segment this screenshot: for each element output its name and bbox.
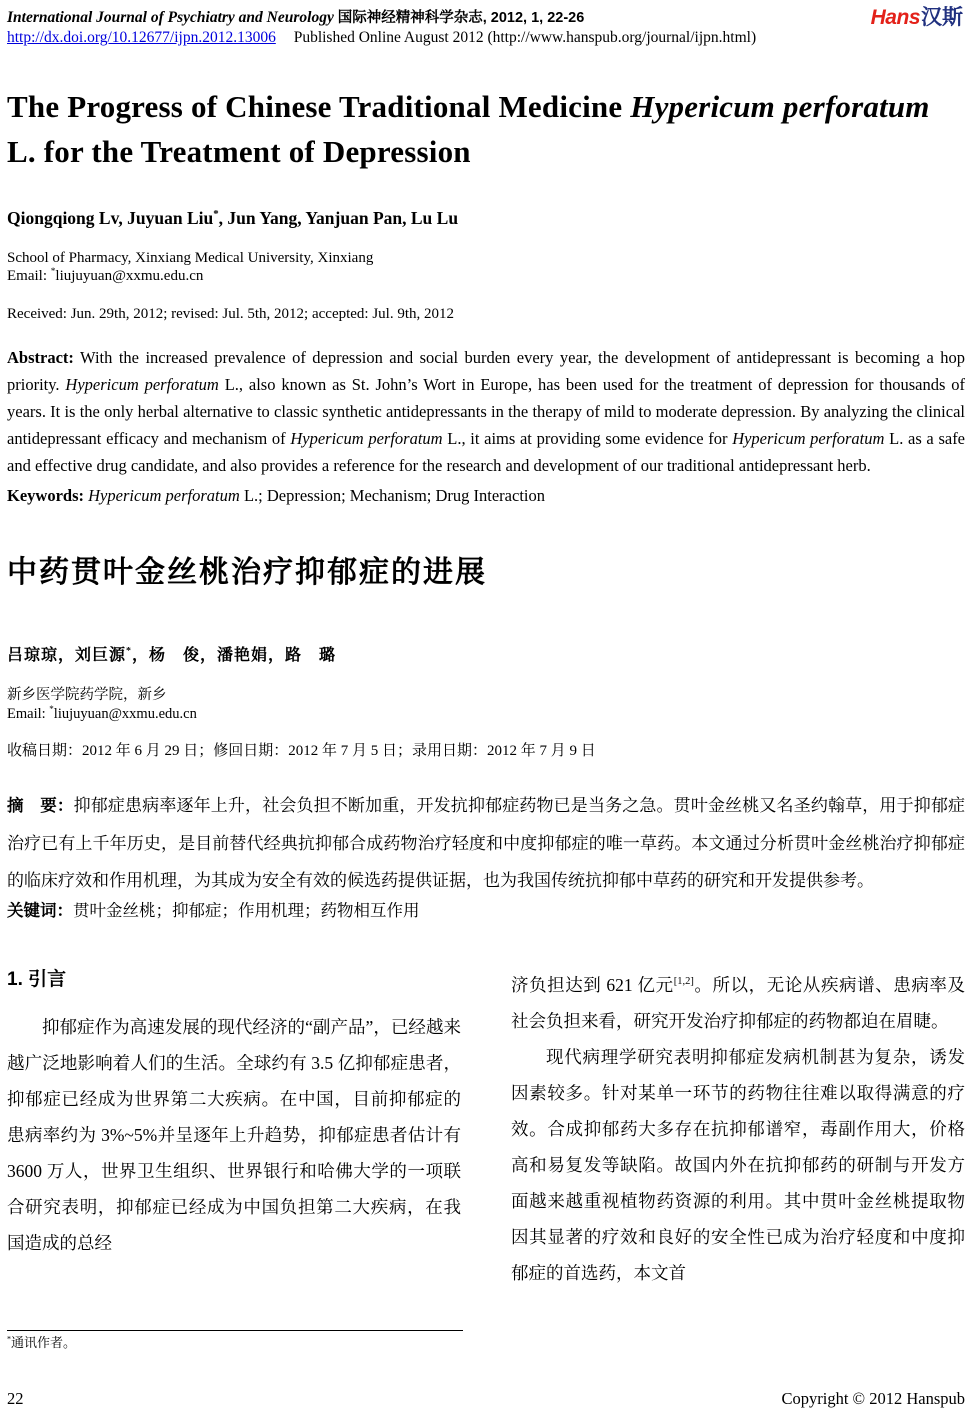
affiliation-en: School of Pharmacy, Xinxiang Medical University, Xinxiang — [7, 250, 374, 266]
journal-name-en: International Journal of Psychiatry and Neurology — [7, 9, 334, 26]
section-1-heading: 1. 引言 — [7, 969, 67, 990]
abstract-seg: L., it aims at providing some evidence for — [442, 429, 733, 448]
keywords-en — [7, 485, 965, 507]
abstract-label-cn: 摘 要： — [7, 797, 74, 815]
authors-cn-part1: 吕琼琼，刘巨源 — [7, 647, 127, 664]
intro-paragraph-1-continued — [511, 967, 965, 1039]
copyright: Copyright © 2012 Hanspub — [781, 1389, 965, 1408]
affiliation-cn: 新乡医学院药学院，新乡 — [7, 687, 167, 703]
authors-part1: Qiongqiong Lv, Juyuan Liu — [7, 208, 214, 228]
title-part2: L. for the Treatment of Depression — [7, 134, 471, 169]
email-label: Email: — [7, 267, 51, 284]
article-title-en — [7, 84, 965, 174]
intro-paragraph-1: 抑郁症作为高速发展的现代经济的“副产品”，已经越来越广泛地影响着人们的生活。全球约有 3.5 亿抑郁症患者，抑郁症已经成为世界第二大疾病。在中国，目前抑郁症的患病率约为 3%~5%并呈逐年上升趋势，抑郁症患者估计有 3600 万人，世界卫生组织、世界银行和哈佛大学的一项联合研究表明，抑郁症已经成为中国负担第二大疾病，在我国造成的总经 — [7, 1017, 461, 1253]
keywords-label: Keywords: — [7, 486, 84, 505]
hans-logo-latin: Hans — [870, 6, 920, 29]
abstract-text-cn: 抑郁症患病率逐年上升，社会负担不断加重，开发抗抑郁症药物已是当务之急。贯叶金丝桃又名圣约翰草，用于抑郁症治疗已有上千年历史，是目前替代经典抗抑郁合成药物治疗轻度和中度抑郁症的唯一草药。本文通过分析贯叶金丝桃治疗抑郁症的临床疗效和作用机理，为其成为安全有效的候选药提供证据，也为我国传统抗抑郁中草药的研究和开发提供参考。 — [7, 796, 966, 890]
journal-name-cn: 国际神经精神科学杂志, 2012, 1, 22-26 — [337, 10, 585, 26]
footnote-marker: * — [7, 1334, 12, 1344]
email-address-cn: liujuyuan@xxmu.edu.cn — [53, 706, 197, 722]
footnote-block — [7, 1330, 463, 1352]
affiliation-block-cn — [7, 686, 965, 724]
footnote-text — [7, 1334, 463, 1352]
abstract-label: Abstract: — [7, 348, 74, 367]
received-dates-en: Received: Jun. 29th, 2012; revised: Jul. 5th, 2012; accepted: Jul. 9th, 2012 — [7, 306, 455, 322]
abstract-cn — [7, 787, 965, 899]
article-title-cn: 中药贯叶金丝桃治疗抑郁症的进展 — [7, 556, 487, 589]
authors-cn — [7, 645, 965, 667]
email-line-en — [7, 268, 965, 286]
email-marker: * — [50, 266, 56, 277]
journal-title-line — [7, 8, 965, 28]
email-line-cn — [7, 705, 965, 724]
keywords-text-cn: 贯叶金丝桃；抑郁症；作用机理；药物相互作用 — [73, 901, 420, 920]
doi-link[interactable]: http://dx.doi.org/10.12677/ijpn.2012.13006 — [7, 29, 276, 46]
keywords-species-italic: Hypericum perforatum — [84, 486, 240, 505]
abstract-species-italic: Hypericum perforatum — [732, 429, 885, 448]
citation-marker: [1,2] — [673, 976, 694, 988]
authors-en — [7, 206, 965, 230]
footnote-label: 通讯作者。 — [11, 1335, 77, 1350]
email-label-cn: Email: — [7, 706, 50, 722]
abstract-species-italic: Hypericum perforatum — [290, 429, 443, 448]
authors-part2: , Jun Yang, Yanjuan Pan, Lu Lu — [218, 208, 459, 228]
title-part1: The Progress of Chinese Traditional Medicine — [7, 89, 631, 124]
abstract-seg: With the increased prevalence of depression and social burden every year, the development of antidepressant is becoming a hop priority. — [7, 348, 965, 394]
paragraph-text: 济负担达到 621 亿元 — [511, 975, 674, 995]
right-column — [511, 967, 965, 1291]
hans-logo-cn: 汉斯 — [921, 6, 963, 29]
affiliation-block-en — [7, 250, 965, 285]
abstract-en — [7, 344, 965, 479]
abstract-seg: L., also known as St. John’s Wort in Europe, has been used for the treatment of depression for thousands of years. It is the only herbal alternative to classic synthetic antidepressants in the therapy of mild to moderate depression. By analyzing the clinical antidepressant efficacy and mechanism of — [7, 375, 966, 448]
keywords-label-cn: 关键词： — [7, 902, 73, 920]
title-species-italic: Hypericum perforatum — [630, 89, 930, 124]
page-number: 22 — [7, 1389, 24, 1408]
left-column — [7, 967, 461, 1291]
footnote-rule — [7, 1330, 463, 1331]
abstract-seg: L. as a safe and effective drug candidate, and also provides a reference for the research and development of our traditional antidepressant herb. — [7, 429, 966, 475]
email-marker-cn: * — [49, 704, 54, 715]
published-info: Published Online August 2012 (http://www.hanspub.org/journal/ijpn.html) — [293, 29, 757, 46]
keywords-cn — [7, 899, 965, 923]
journal-header — [7, 8, 965, 48]
corresponding-author-marker-cn: * — [126, 645, 132, 657]
journal-doi-line — [7, 28, 965, 48]
body-columns — [7, 967, 965, 1291]
abstract-species-italic: Hypericum perforatum — [65, 375, 219, 394]
email-address: liujuyuan@xxmu.edu.cn — [55, 267, 204, 284]
intro-paragraph-2: 现代病理学研究表明抑郁症发病机制甚为复杂，诱发因素较多。针对某单一环节的药物往往难以取得满意的疗效。合成抑郁药大多存在抗抑郁谱窄，毒副作用大，价格高和易复发等缺陷。故国内外在抗抑郁药的研制与开发方面越来越重视植物药资源的利用。其中贯叶金丝桃提取物因其显著的疗效和良好的安全性已成为治疗轻度和中度抑郁症的首选药，本文首 — [511, 1047, 965, 1283]
received-dates-cn: 收稿日期：2012 年 6 月 29 日；修回日期：2012 年 7 月 5 日；录用日期：2012 年 7 月 9 日 — [7, 743, 596, 759]
corresponding-author-marker: * — [213, 208, 219, 221]
keywords-rest: L.; Depression; Mechanism; Drug Interaction — [239, 486, 545, 505]
page-footer — [7, 1388, 965, 1410]
authors-cn-part2: ，杨 俊，潘艳娟，路 璐 — [131, 647, 336, 664]
paragraph-text: 。所以，无论从疾病谱、患病率及社会负担来看，研究开发治疗抑郁症的药物都迫在眉睫。 — [511, 975, 965, 1031]
hans-logo — [871, 6, 963, 30]
